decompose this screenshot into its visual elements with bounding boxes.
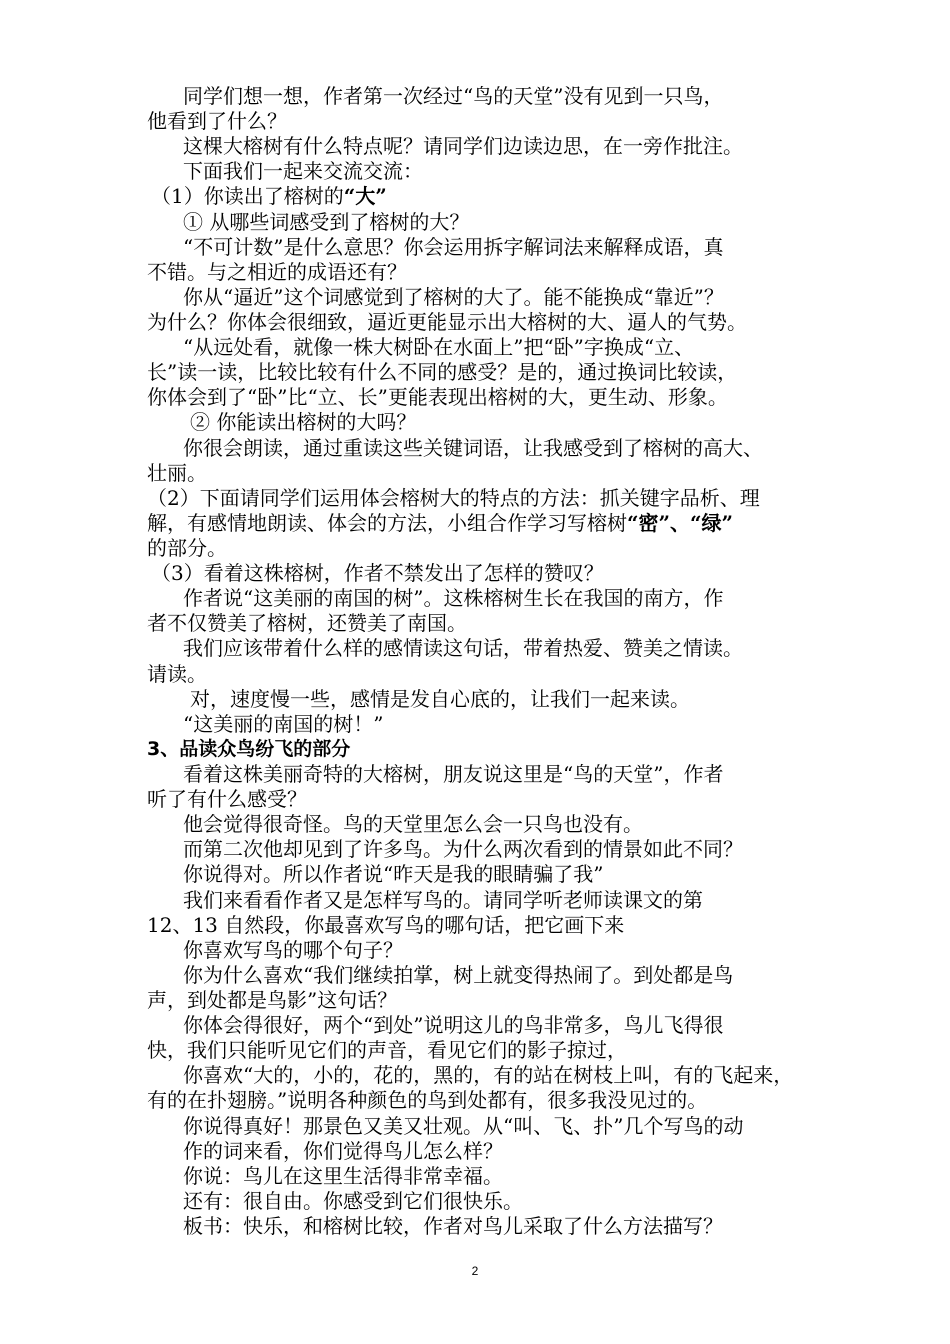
text-line: 的部分。	[147, 536, 227, 560]
text-line: 声，到处都是鸟影”这句话？	[147, 988, 398, 1012]
text-line: 12、13 自然段，你最喜欢写鸟的哪句话，把它画下来	[147, 913, 625, 937]
page-number: 2	[471, 1264, 479, 1278]
text-line: （1）你读出了榕树的“大”	[151, 184, 387, 208]
text-line: 听了有什么感受？	[147, 787, 307, 811]
text-line: 你为什么喜欢“我们继续拍掌，树上就变得热闹了。到处都是鸟	[183, 963, 734, 987]
text-line: 为什么？你体会很细致，逼近更能显示出大榕树的大、逼人的气势。	[147, 310, 747, 334]
text-line: 不错。与之相近的成语还有？	[147, 260, 407, 284]
text-line: 作者说“这美丽的南国的树”。这株榕树生长在我国的南方，作	[183, 586, 724, 610]
text-line: 同学们想一想，作者第一次经过“鸟的天堂”没有见到一只鸟，	[183, 84, 724, 108]
emphasis-text: “密”、“绿”	[627, 511, 734, 535]
text-line: 这棵大榕树有什么特点呢？请同学们边读边思，在一旁作批注。	[183, 134, 743, 158]
text-line: 对，速度慢一些，感情是发自心底的，让我们一起来读。	[190, 687, 690, 711]
text-line: 他看到了什么？	[147, 109, 287, 133]
text-line: 你喜欢“大的，小的，花的，黑的，有的站在树枝上叫，有的飞起来，	[183, 1063, 794, 1087]
text-line: 请读。	[147, 662, 207, 686]
text-line: 看着这株美丽奇特的大榕树，朋友说这里是“鸟的天堂”，作者	[183, 762, 724, 786]
text-line: “不可计数”是什么意思？你会运用拆字解词法来解释成语，真	[183, 235, 724, 259]
text-line: 快，我们只能听见它们的声音，看见它们的影子掠过，	[147, 1038, 627, 1062]
text-line: 你从“逼近”这个词感觉到了榕树的大了。能不能换成“靠近”？	[183, 285, 724, 309]
text-line: 壮丽。	[147, 461, 207, 485]
emphasis-text: “大”	[343, 184, 387, 208]
text-line: 你说得真好！那景色又美又壮观。从“叫、飞、扑”几个写鸟的动	[183, 1114, 744, 1138]
text-line: 而第二次他却见到了许多鸟。为什么两次看到的情景如此不同？	[183, 837, 743, 861]
section-heading: 3、品读众鸟纷飞的部分	[147, 738, 351, 760]
text-line: 你体会得很好，两个“到处”说明这儿的鸟非常多，鸟儿飞得很	[183, 1013, 724, 1037]
text-line: 解，有感情地朗读、体会的方法，小组合作学习写榕树“密”、“绿”	[147, 511, 734, 535]
text-line: 下面我们一起来交流交流：	[183, 159, 423, 183]
text-line: “这美丽的南国的树！”	[183, 712, 384, 736]
text-line: 你说得对。所以作者说“昨天是我的眼睛骗了我”	[183, 862, 604, 886]
text-line: 我们应该带着什么样的感情读这句话，带着热爱、赞美之情读。	[183, 636, 743, 660]
text-line: 作的词来看，你们觉得鸟儿怎么样？	[183, 1139, 503, 1163]
text-line: 有的在扑翅膀。”说明各种颜色的鸟到处都有，很多我没见过的。	[147, 1088, 708, 1112]
text-line: 板书：快乐，和榕树比较，作者对鸟儿采取了什么方法描写？	[183, 1214, 723, 1238]
text-line: 你说：鸟儿在这里生活得非常幸福。	[183, 1164, 503, 1188]
text-line: （3）看着这株榕树，作者不禁发出了怎样的赞叹？	[151, 561, 604, 585]
text-line: 我们来看看作者又是怎样写鸟的。请同学听老师读课文的第	[183, 888, 703, 912]
text-line: 者不仅赞美了榕树，还赞美了南国。	[147, 611, 467, 635]
text-line: ① 从哪些词感受到了榕树的大？	[183, 210, 470, 234]
text-line: （2）下面请同学们运用体会榕树大的特点的方法：抓关键字品析、理	[147, 486, 760, 510]
text-line: 长”读一读，比较比较有什么不同的感受？是的，通过换词比较读，	[147, 360, 738, 384]
text-line: ② 你能读出榕树的大吗？	[190, 410, 417, 434]
text-line: 你体会到了“卧”比“立、长”更能表现出榕树的大，更生动、形象。	[147, 385, 728, 409]
text-line: 你很会朗读，通过重读这些关键词语，让我感受到了榕树的高大、	[183, 436, 763, 460]
text-line: 你喜欢写鸟的哪个句子？	[183, 938, 403, 962]
text-line: 还有：很自由。你感受到它们很快乐。	[183, 1189, 523, 1213]
text-line: 他会觉得很奇怪。鸟的天堂里怎么会一只鸟也没有。	[183, 812, 643, 836]
text-line: “从远处看，就像一株大树卧在水面上”把“卧”字换成“立、	[183, 335, 695, 359]
